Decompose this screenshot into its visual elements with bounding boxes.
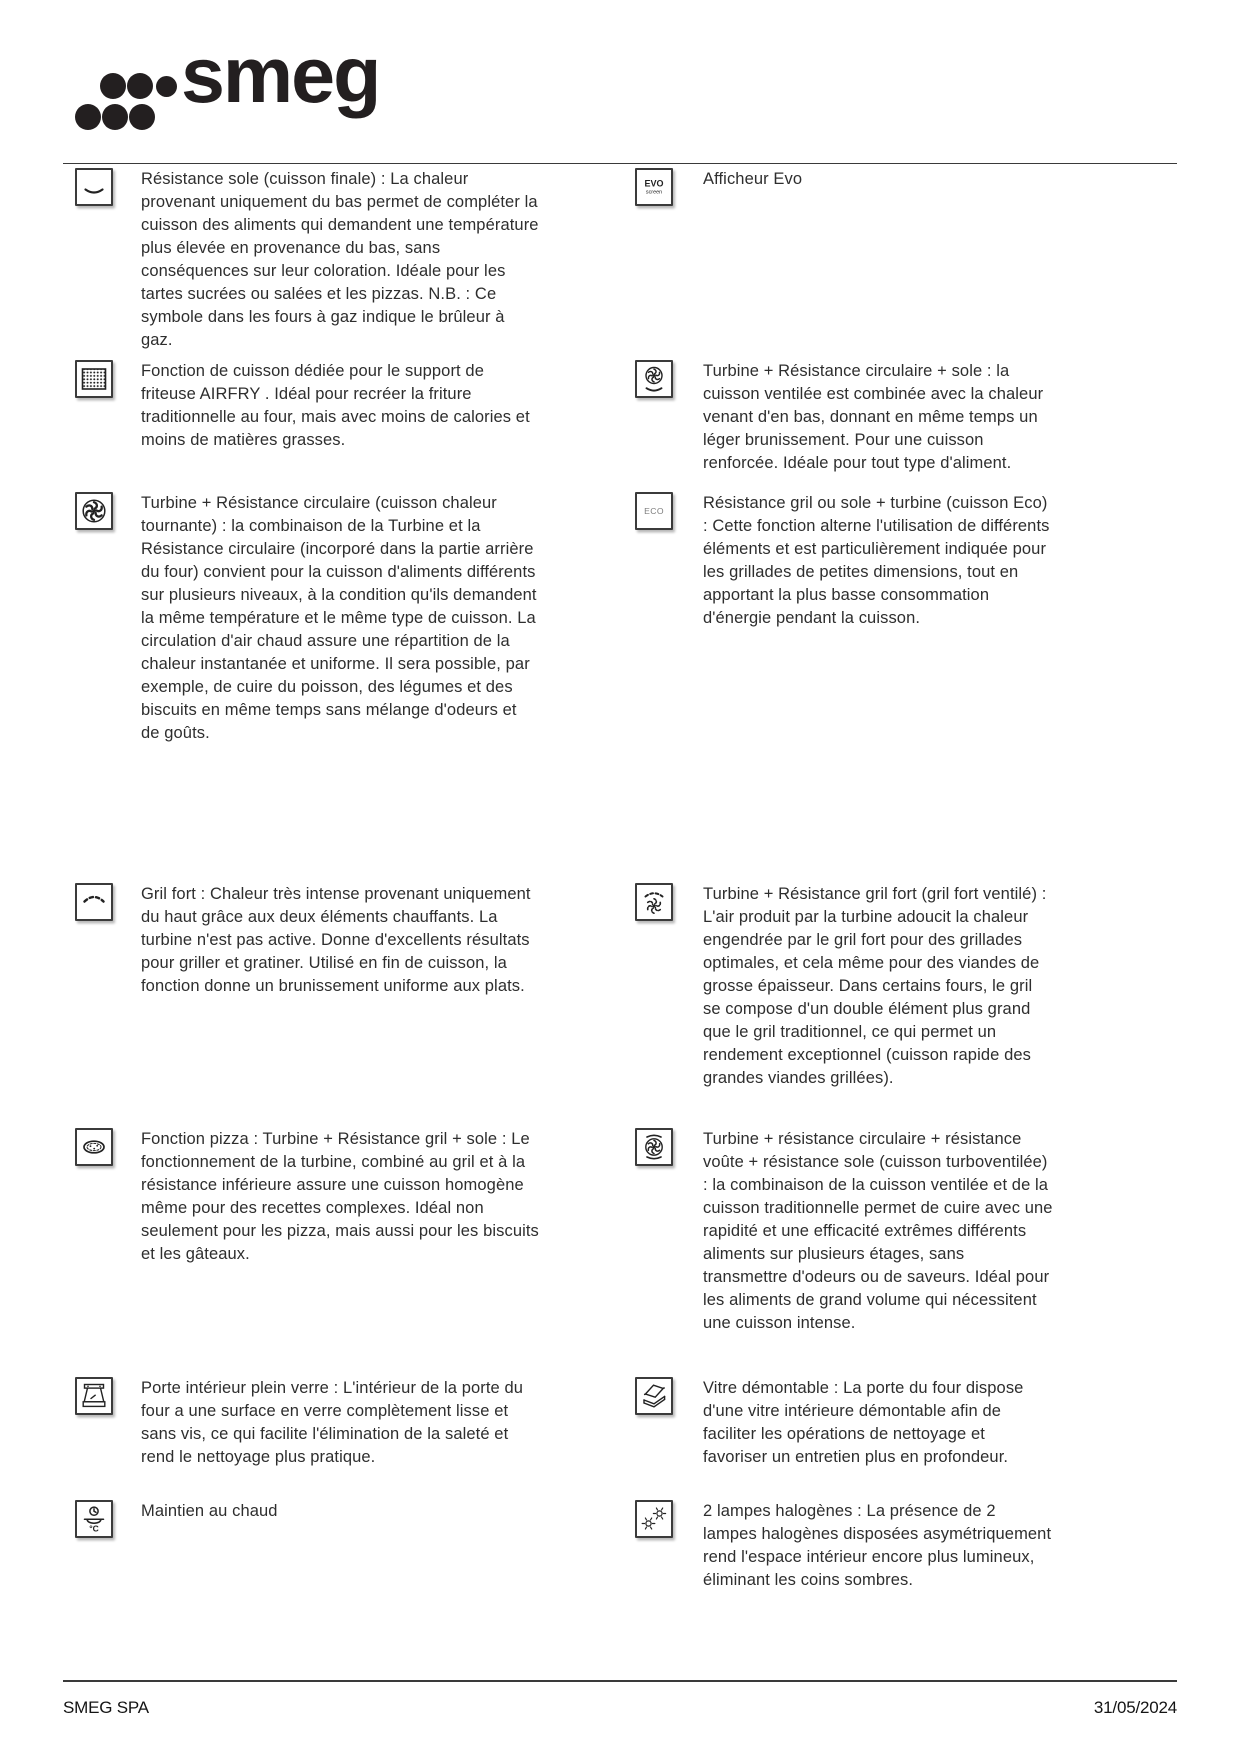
feature-text: Afficheur Evo [703, 170, 803, 188]
feature-text: Résistance gril ou sole + turbine (cuisson Eco) : Cette fonction alterne l'utilisation de différents éléments et est particulièrement indiquée pour les grillades de petites dimensions, tout en apportant la plus basse consommation d'énergie pendant la cuisson. [703, 494, 1050, 627]
feature-item [635, 1500, 1055, 1592]
airfry-icon [75, 360, 113, 398]
feature-item [75, 1128, 545, 1266]
svg-text:°C: °C [89, 1523, 99, 1534]
svg-text:EVO: EVO [644, 178, 664, 189]
removable-glass-icon [635, 1377, 673, 1415]
feature-text: Fonction de cuisson dédiée pour le support de friteuse AIRFRY . Idéal pour recréer la friture traditionnelle au four, mais avec moins de calories et moins de matières grasses. [141, 362, 530, 449]
feature-text: Porte intérieur plein verre : L'intérieur de la porte du four a une surface en verre complètement lisse et sans vis, ce qui facilite l'élimination de la saleté et rend le nettoyage plus pratique. [141, 1379, 524, 1466]
feature-text: Turbine + Résistance gril fort (gril fort ventilé) : L'air produit par la turbine adoucit la chaleur engendrée par le gril fort pour des grillades optimales, et cela même pour des viandes de grosse épaisseur. Dans certains fours, le gril se compose d'un double élément plus grand que le gril traditionnel, ce qui permet un rendement exceptionnel (cuisson rapide des grandes viandes grillées). [703, 885, 1047, 1087]
logo-dot [156, 76, 177, 97]
eco-icon [635, 492, 673, 530]
feature-item [75, 360, 545, 452]
feature-text: Fonction pizza : Turbine + Résistance gril + sole : Le fonctionnement de la turbine, combiné au gril et à la résistance inférieure assure une cuisson homogène même pour des recettes complexes. Idéal non seulement pour les pizza, mais aussi pour les biscuits et les gâteaux. [141, 1130, 539, 1263]
svg-text:ECO: ECO [644, 506, 664, 516]
feature-item [75, 168, 545, 352]
feature-text: Turbine + résistance circulaire + résistance voûte + résistance sole (cuisson turboventilée) : la combinaison de la cuisson ventilée et de la cuisson traditionnelle permet de cuire avec une rapidité et une efficacité extrêmes différents aliments sur plusieurs étages, sans transmettre d'odeurs ou de saveurs. Idéal pour les aliments de grand volume qui nécessitent une cuisson intense. [703, 1130, 1053, 1332]
pizza-icon [75, 1128, 113, 1166]
smeg-logo [75, 30, 395, 135]
fan-bottom-heat-icon [635, 360, 673, 398]
logo-dot [75, 104, 101, 130]
feature-item [635, 1128, 1055, 1335]
bottom-heat-icon [75, 168, 113, 206]
logo-wordmark: smeg [181, 30, 380, 119]
svg-text:screen: screen [645, 189, 663, 196]
feature-item [75, 492, 545, 745]
keep-warm-icon [75, 1500, 113, 1538]
feature-item [635, 883, 1055, 1090]
feature-text: Gril fort : Chaleur très intense provenant uniquement du haut grâce aux deux éléments chauffants. La turbine n'est pas active. Donne d'excellents résultats pour griller et gratiner. Utilisé en fin de cuisson, la fonction donne un brunissement uniforme aux plats. [141, 885, 531, 995]
logo-dot [100, 73, 126, 99]
feature-text: Turbine + Résistance circulaire (cuisson chaleur tournante) : la combinaison de la Turbine et la Résistance circulaire (incorporé dans la partie arrière du four) convient pour la cuisson d'aliments différents sur plusieurs niveaux, à la condition qu'ils demandent la même température et le même type de cuisson. La circulation d'air chaud assure une répartition de la chaleur instantanée et uniforme. Il sera possible, par exemple, de cuire du poisson, des légumes et des biscuits en même temps sans mélange d'odeurs et de goûts. [141, 494, 537, 742]
grill-icon [75, 883, 113, 921]
feature-text: Résistance sole (cuisson finale) : La chaleur provenant uniquement du bas permet de compléter la cuisson des aliments qui demandent une température plus élevée en provenance du bas, sans conséquences sur leur coloration. Idéale pour les tartes sucrées ou salées et les pizzas. N.B. : Ce symbole dans les fours à gaz indique le brûleur à gaz. [141, 170, 539, 349]
feature-item [635, 1377, 1055, 1469]
full-glass-door-icon [75, 1377, 113, 1415]
feature-item [635, 168, 1055, 196]
logo-dot [129, 104, 155, 130]
fan-grill-icon [635, 883, 673, 921]
logo-dot [127, 73, 153, 99]
footer-divider [63, 1680, 1177, 1682]
feature-text: Maintien au chaud [141, 1502, 278, 1520]
halogen-lamps-icon [635, 1500, 673, 1538]
evo-screen-icon [635, 168, 673, 206]
header-divider [63, 163, 1177, 164]
fan-icon [75, 492, 113, 530]
feature-text: Vitre démontable : La porte du four dispose d'une vitre intérieure démontable afin de faciliter les opérations de nettoyage et favoriser un entretien plus en profondeur. [703, 1379, 1024, 1466]
feature-item [635, 492, 1055, 630]
feature-item [75, 1500, 545, 1534]
turbo-fan-icon [635, 1128, 673, 1166]
feature-text: Turbine + Résistance circulaire + sole : la cuisson ventilée est combinée avec la chaleur venant d'en bas, donnant en même temps un léger brunissement. Pour une cuisson renforcée. Idéale pour tout type d'aliment. [703, 362, 1044, 472]
feature-text: 2 lampes halogènes : La présence de 2 lampes halogènes disposées asymétriquement rend l'espace intérieur encore plus lumineux, éliminant les coins sombres. [703, 1502, 1052, 1589]
logo-dot [102, 104, 128, 130]
footer-date: 31/05/2024 [1093, 1698, 1177, 1717]
feature-item [75, 883, 545, 998]
feature-item [635, 360, 1055, 475]
feature-item [75, 1377, 545, 1469]
footer-company: SMEG SPA [63, 1698, 149, 1717]
